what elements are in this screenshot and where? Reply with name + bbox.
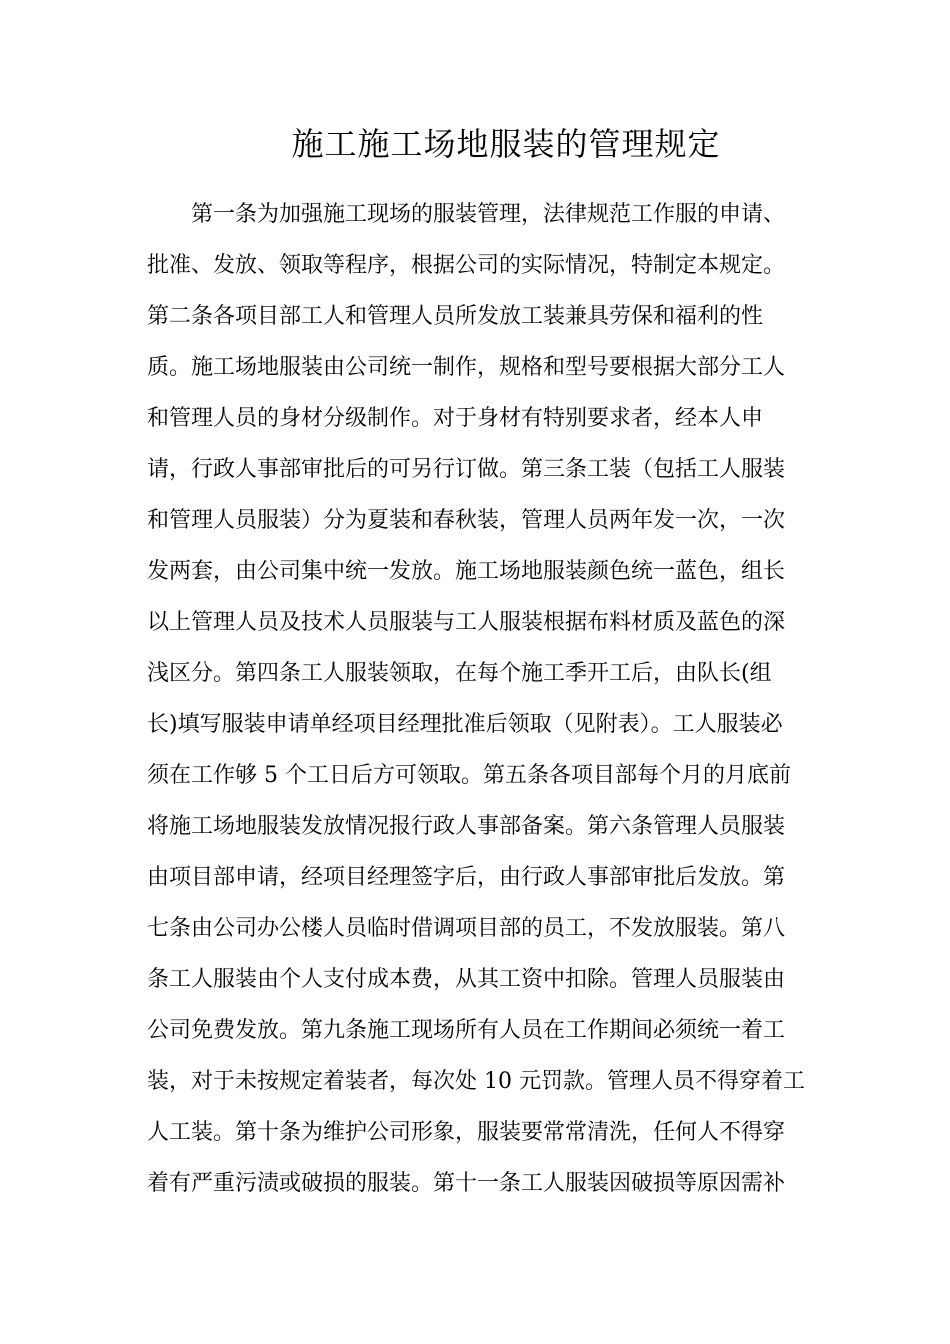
body-line: 浅区分。第四条工人服装领取，在每个施工季开工后，由队长(组	[147, 661, 772, 686]
body-line: 发两套，由公司集中统一发放。施工场地服装颜色统一蓝色，组长	[147, 559, 786, 584]
body-line: 须在工作够 5 个工日后方可领取。第五条各项目部每个月的月底前	[147, 763, 791, 788]
body-line: 和管理人员的身材分级制作。对于身材有特别要求者，经本人申	[147, 406, 764, 431]
body-line: 第二条各项目部工人和管理人员所发放工装兼具劳保和福利的性	[147, 304, 764, 329]
body-line: 质。施工场地服装由公司统一制作，规格和型号要根据大部分工人	[147, 355, 786, 380]
body-line: 由项目部申请，经项目经理签字后，由行政人事部审批后发放。第	[147, 865, 786, 890]
body-line: 七条由公司办公楼人员临时借调项目部的员工，不发放服装。第八	[147, 916, 786, 941]
body-line: 请，行政人事部审批后的可另行订做。第三条工装（包括工人服装	[147, 457, 786, 482]
body-line: 人工装。第十条为维护公司形象，服装要常常清洗，任何人不得穿	[147, 1120, 786, 1145]
body-line: 将施工场地服装发放情况报行政人事部备案。第六条管理人员服装	[147, 814, 786, 839]
body-line: 装，对于未按规定着装者，每次处 10 元罚款。管理人员不得穿着工	[147, 1069, 805, 1094]
document-title: 施工施工场地服装的管理规定	[291, 125, 721, 163]
body-line: 以上管理人员及技术人员服装与工人服装根据布料材质及蓝色的深	[147, 610, 786, 635]
body-line: 公司免费发放。第九条施工现场所有人员在工作期间必须统一着工	[147, 1018, 786, 1043]
body-line: 条工人服装由个人支付成本费，从其工资中扣除。管理人员服装由	[147, 967, 786, 992]
body-line: 着有严重污渍或破损的服装。第十一条工人服装因破损等原因需补	[147, 1171, 786, 1196]
body-line: 第一条为加强施工现场的服装管理，法律规范工作服的申请、	[191, 202, 786, 227]
body-line: 批准、发放、领取等程序，根据公司的实际情况，特制定本规定。	[147, 253, 786, 278]
body-line: 和管理人员服装）分为夏装和春秋装，管理人员两年发一次，一次	[147, 508, 786, 533]
body-line: 长)填写服装申请单经项目经理批准后领取（见附表）。工人服装必	[147, 712, 783, 737]
document-body	[147, 189, 809, 1209]
